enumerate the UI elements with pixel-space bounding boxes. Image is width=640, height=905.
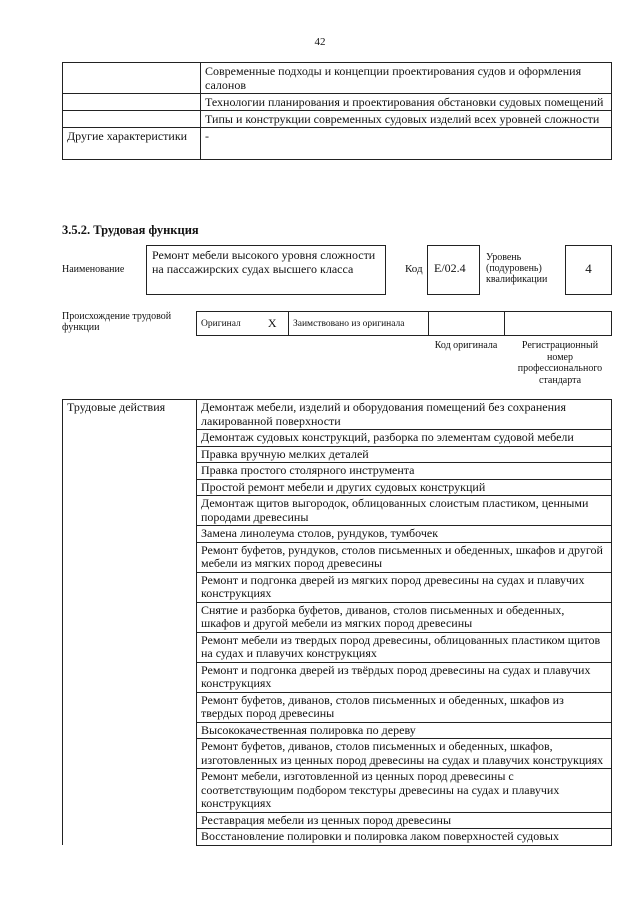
level-value: 4 <box>565 245 612 295</box>
table-cell-left <box>63 94 201 111</box>
code-label: Код <box>405 263 423 275</box>
name-label: Наименование <box>62 264 125 275</box>
labor-action-item: Ремонт мебели из твердых пород древесины, облицованных пластиком щитов на судах и плавучих конструкциях <box>197 632 612 662</box>
level-label: Уровень (подуровень) квалификации <box>486 252 548 285</box>
table-cell-left <box>63 63 201 94</box>
labor-action-item: Ремонт буфетов, диванов, столов письменных и обеденных, шкафов, изготовленных из ценных пород древесины на судах и плавучих конструкциях <box>197 739 612 769</box>
origin-table <box>196 311 612 336</box>
origin-borrowed: Заимствовано из оригинала <box>289 312 429 336</box>
table-cell-right: - <box>201 128 612 160</box>
table-row <box>63 128 612 160</box>
labor-action-item: Простой ремонт мебели и других судовых конструкций <box>197 479 612 496</box>
name-value: Ремонт мебели высокого уровня сложности на пассажирских судах высшего класса <box>146 245 386 295</box>
labor-actions-title: Трудовые действия <box>63 400 197 846</box>
labor-action-item: Правка простого столярного инструмента <box>197 463 612 480</box>
table-row <box>63 111 612 128</box>
labor-action-item: Правка вручную мелких деталей <box>197 446 612 463</box>
origin-original: Оригинал <box>197 312 257 336</box>
labor-action-item: Демонтаж судовых конструкций, разборка по элементам судовой мебели <box>197 430 612 447</box>
labor-action-item: Ремонт и подгонка дверей из твёрдых пород древесины на судах и плавучих конструкциях <box>197 662 612 692</box>
origin-reg-cell <box>505 312 612 336</box>
table-row <box>197 312 612 336</box>
labor-actions-table <box>62 399 612 846</box>
origin-code-cell <box>429 312 505 336</box>
labor-action-item: Ремонт буфетов, диванов, столов письменных и обеденных, шкафов из твердых пород древесины <box>197 692 612 722</box>
labor-action-item: Восстановление полировки и полировка лаком поверхностей судовых <box>197 829 612 846</box>
table-row <box>63 63 612 94</box>
table-cell-right: Технологии планирования и проектирования обстановки судовых помещений <box>201 94 612 111</box>
labor-action-item: Высококачественная полировка по дереву <box>197 722 612 739</box>
labor-action-item: Реставрация мебели из ценных пород древесины <box>197 812 612 829</box>
table-cell-right: Типы и конструкции современных судовых изделий всех уровней сложности <box>201 111 612 128</box>
labor-action-item: Ремонт буфетов, рундуков, столов письменных и обеденных, шкафов и другой мебели из мягких пород древесины <box>197 542 612 572</box>
table-cell-left <box>63 111 201 128</box>
labor-action-item: Ремонт мебели, изготовленной из ценных пород древесины с соответствующим подбором текстуры древесины на судах и плавучих конструкциях <box>197 769 612 813</box>
table-row <box>63 94 612 111</box>
labor-action-item: Замена линолеума столов, рундуков, тумбочек <box>197 526 612 543</box>
code-original-label: Код оригинала <box>434 340 498 351</box>
labor-action-item: Снятие и разборка буфетов, диванов, столов письменных и обеденных, шкафов и другой мебели из мягких пород древесины <box>197 602 612 632</box>
knowledge-table-continuation <box>62 62 612 160</box>
labor-action-item: Демонтаж щитов выгородок, облицованных слоистым пластиком, ценными породами древесины <box>197 496 612 526</box>
labor-action-item: Демонтаж мебели, изделий и оборудования помещений без сохранения лакированной поверхности <box>197 400 612 430</box>
section-title: 3.5.2. Трудовая функция <box>62 223 199 237</box>
origin-mark: X <box>257 312 289 336</box>
code-value: E/02.4 <box>427 245 480 295</box>
reg-number-label: Регистрационный номер профессионального стандарта <box>517 340 603 386</box>
labor-action-item: Ремонт и подгонка дверей из мягких пород древесины на судах и плавучих конструкциях <box>197 572 612 602</box>
page-number: 42 <box>314 36 326 48</box>
table-row <box>63 400 612 430</box>
origin-label: Происхождение трудовой функции <box>62 311 172 333</box>
table-cell-left: Другие характеристики <box>63 128 201 160</box>
table-cell-right: Современные подходы и концепции проектирования судов и оформления салонов <box>201 63 612 94</box>
